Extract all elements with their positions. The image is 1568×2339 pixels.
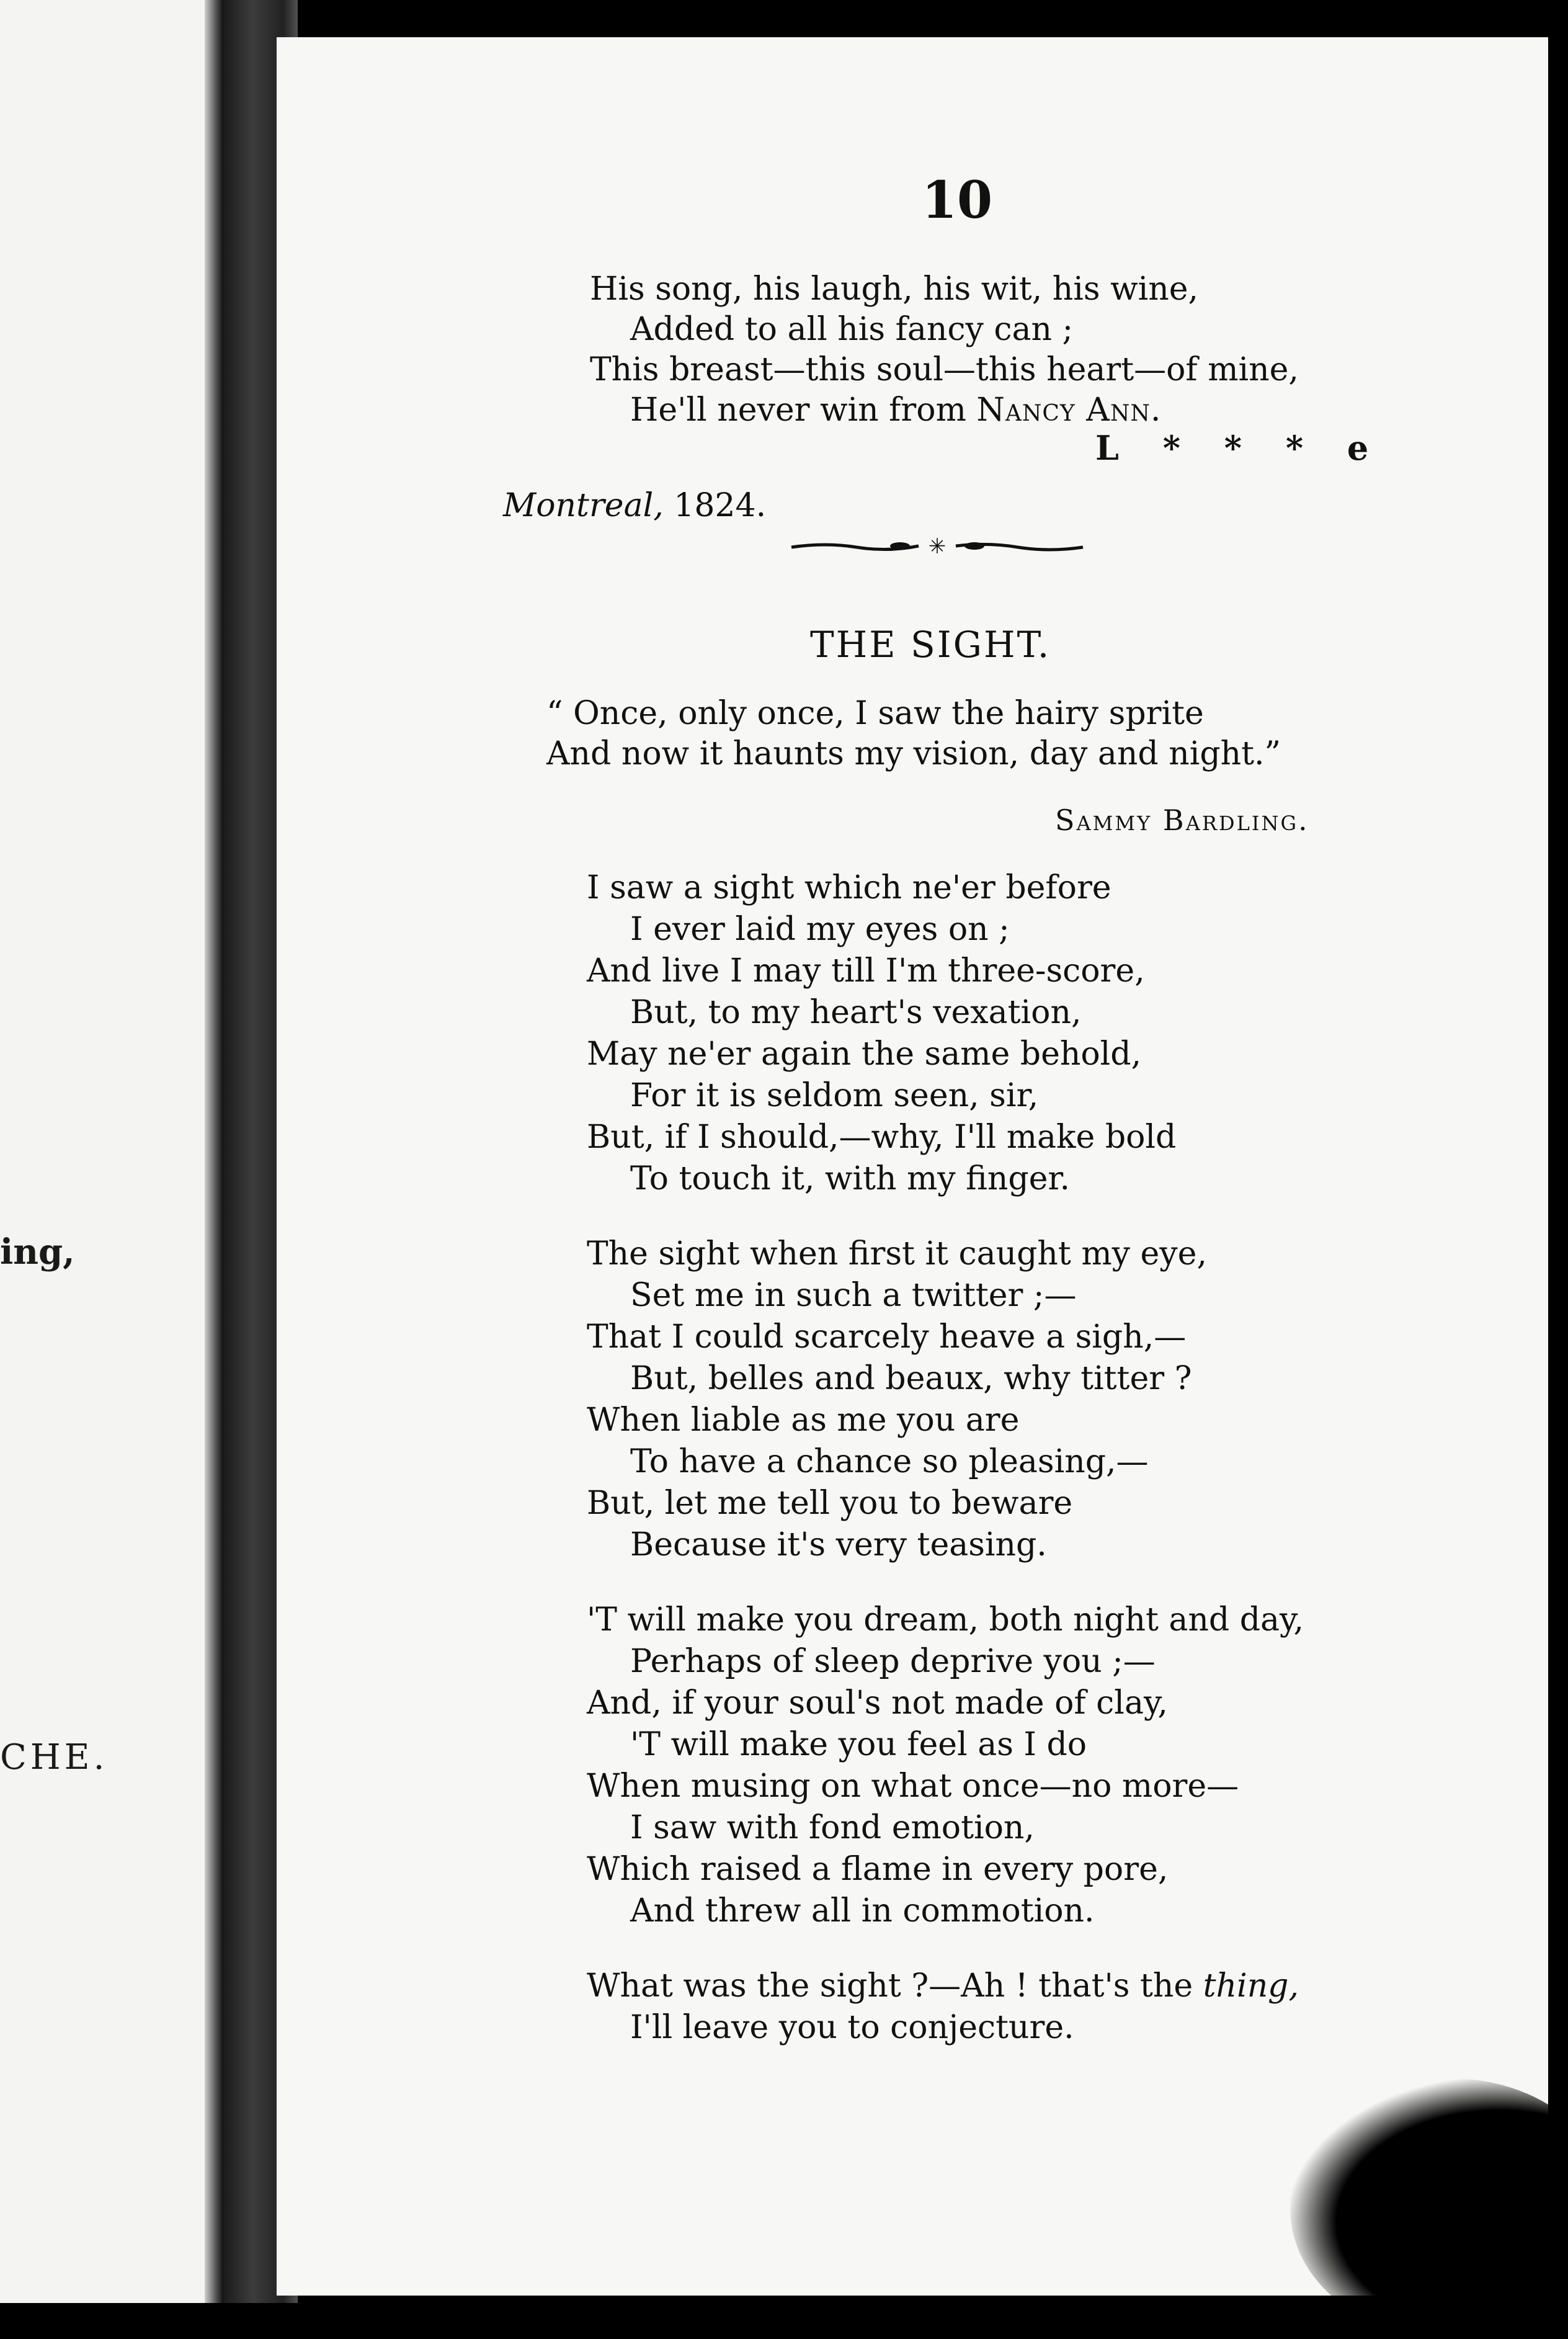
verse-line: That I could scarcely heave a sigh,— <box>587 1318 1187 1356</box>
verse-line: For it is seldom seen, sir, <box>630 1077 1039 1114</box>
verse-line: May ne'er again the same behold, <box>587 1035 1142 1073</box>
verse-line: But, to my heart's vexation, <box>630 994 1082 1031</box>
poem-title: THE SIGHT. <box>810 624 1051 666</box>
verse-line: I saw a sight which ne'er before <box>587 869 1111 906</box>
verse-line <box>630 391 1162 429</box>
verse-line: The sight when first it caught my eye, <box>587 1235 1207 1272</box>
verse-line: But, if I should,—why, I'll make bold <box>587 1119 1177 1156</box>
verse-text: What was the sight ?—Ah ! that's the <box>587 1967 1193 2005</box>
date: 1824. <box>674 487 767 524</box>
verse-line: When musing on what once—no more— <box>587 1768 1239 1805</box>
epigraph-line: “ Once, only once, I saw the hairy sprite <box>546 695 1204 732</box>
page-number: 10 <box>922 171 993 230</box>
author-signature: L * * * e <box>1095 428 1385 468</box>
left-page-fragment: CHE. <box>0 1737 109 1778</box>
verse-line: Which raised a flame in every pore, <box>587 1851 1169 1888</box>
left-page-fragment: ing, <box>0 1232 75 1272</box>
verse-line: Because it's very teasing. <box>630 1526 1047 1563</box>
page-edge <box>205 0 223 2303</box>
name-small-caps: Nancy Ann. <box>976 391 1162 429</box>
epigraph-attribution: Sammy Bardling. <box>1055 803 1309 837</box>
verse-line: His song, his laugh, his wit, his wine, <box>590 271 1199 308</box>
verse-line: Perhaps of sleep deprive you ;— <box>630 1643 1156 1680</box>
epigraph-line: And now it haunts my vision, day and night.” <box>546 735 1281 772</box>
verse-text: He'll never win from <box>630 391 966 429</box>
verse-line: When liable as me you are <box>587 1402 1020 1439</box>
verse-line: To have a chance so pleasing,— <box>630 1443 1149 1480</box>
right-page <box>273 37 1548 2296</box>
verse-line: This breast—this soul—this heart—of mine, <box>590 351 1299 388</box>
verse-line: And, if your soul's not made of clay, <box>587 1684 1168 1722</box>
verse-line: 'T will make you feel as I do <box>630 1726 1087 1763</box>
verse-line: But, let me tell you to beware <box>587 1485 1073 1522</box>
verse-line: I'll leave you to conjecture. <box>630 2009 1074 2046</box>
verse-line: Added to all his fancy can ; <box>630 311 1074 348</box>
verse-line: But, belles and beaux, why titter ? <box>630 1360 1192 1397</box>
place-date <box>503 487 766 524</box>
verse-line: I saw with fond emotion, <box>630 1809 1035 1846</box>
verse-line: And threw all in commotion. <box>630 1892 1095 1930</box>
ornament-divider-icon <box>788 534 1086 558</box>
svg-text:✳: ✳ <box>928 534 947 558</box>
verse-line: And live I may till I'm three-score, <box>587 952 1145 990</box>
place: Montreal, <box>503 487 664 524</box>
verse-line: I ever laid my eyes on ; <box>630 911 1010 948</box>
verse-line: 'T will make you dream, both night and day, <box>587 1601 1304 1639</box>
verse-line: Set me in such a twitter ;— <box>630 1277 1077 1314</box>
verse-italic-word: thing, <box>1203 1967 1299 2005</box>
verse-line: To touch it, with my finger. <box>630 1160 1071 1197</box>
verse-line <box>587 1967 1299 2005</box>
left-page <box>0 0 205 2303</box>
